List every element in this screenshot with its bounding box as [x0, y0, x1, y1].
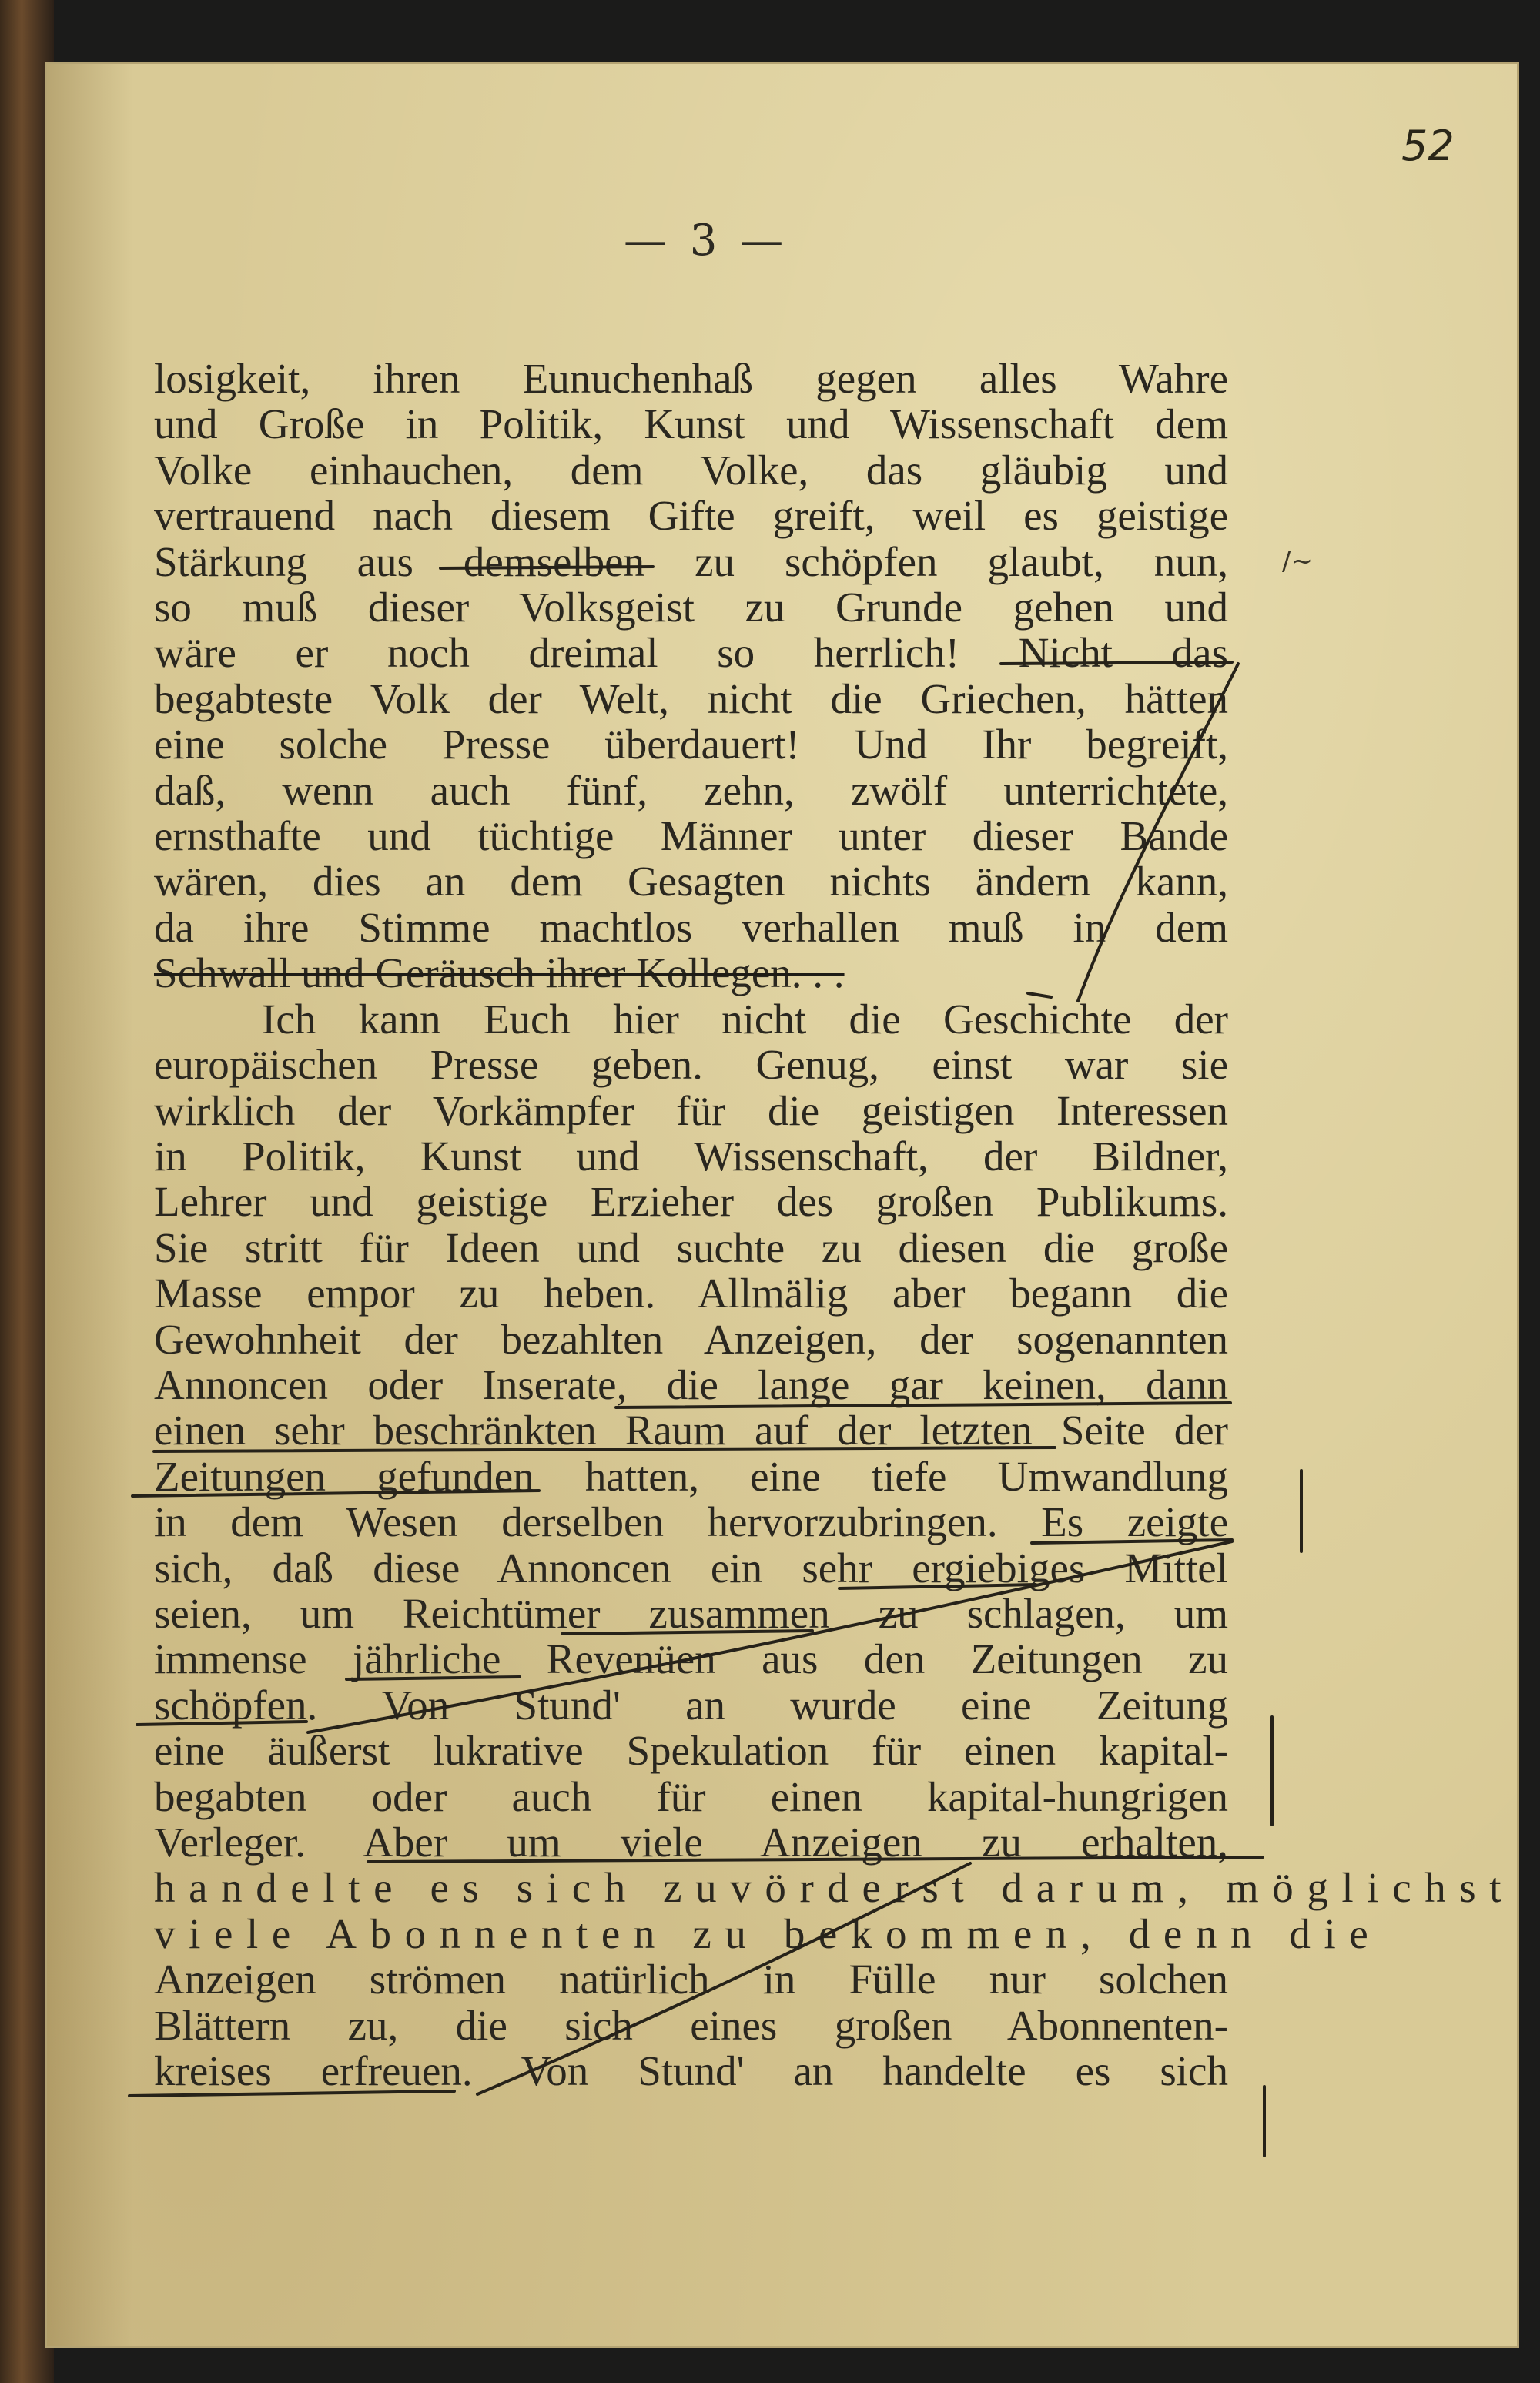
text-line: Volke einhauchen, dem Volke, das gläubig und	[154, 446, 1228, 494]
text-line: wären, dies an dem Gesagten nichts ändern kann,	[154, 858, 1228, 905]
text-line: da ihre Stimme machtlos verhallen muß in dem	[154, 903, 1228, 951]
text-line: Annoncen oder Inserate, die lange gar keinen, dann	[154, 1361, 1228, 1408]
page-number: — 3 —	[624, 216, 788, 266]
text-line: begabteste Volk der Welt, nicht die Griechen, hätten	[154, 674, 1228, 722]
text-line: handelte es sich zuvörderst darum, möglichst	[154, 1864, 1515, 1912]
text-line: vertrauend nach diesem Gifte greift, weil es geistige	[154, 492, 1228, 540]
text-line: europäischen Presse geben. Genug, einst war sie	[154, 1041, 1228, 1089]
text-line: daß, wenn auch fünf, zehn, zwölf unterrichtete,	[154, 766, 1228, 814]
text-line: ernsthafte und tüchtige Männer unter dieser Bande	[154, 812, 1228, 860]
text-line: Stärkung aus demselben zu schöpfen glaubt, nun,	[154, 537, 1228, 585]
text-line: Lehrer und geistige Erzieher des großen Publikums.	[154, 1178, 1228, 1226]
text-line: eine solche Presse überdauert! Und Ihr begreift,	[154, 721, 1228, 768]
text-line: wirklich der Vorkämpfer für die geistigen Interessen	[154, 1086, 1228, 1134]
text-line: seien, um Reichtümer zusammen zu schlagen, um	[154, 1589, 1228, 1637]
text-line: so muß dieser Volksgeist zu Grunde gehen und	[154, 584, 1228, 631]
text-line: Verleger. Aber um viele Anzeigen zu erhalten,	[154, 1819, 1228, 1866]
text-line: Sie stritt für Ideen und suchte zu diesen die große	[154, 1223, 1228, 1271]
struck-text-line: Schwall und Geräusch ihrer Kollegen. . .	[154, 949, 845, 997]
text-line: begabten oder auch für einen kapital-hungrigen	[154, 1772, 1228, 1820]
text-line: immense jährliche Revenüen aus den Zeitungen zu	[154, 1635, 1228, 1683]
text-line: Zeitungen gefunden hatten, eine tiefe Umwandlung	[154, 1452, 1228, 1500]
text-line: in Politik, Kunst und Wissenschaft, der Bildner,	[154, 1132, 1228, 1180]
text-line: schöpfen. Von Stund' an wurde eine Zeitung	[154, 1681, 1228, 1729]
text-line: viele Abonnenten zu bekommen, denn die	[154, 1909, 1382, 1957]
margin-note: /~	[1282, 546, 1313, 577]
text-line: Masse empor zu heben. Allmälig aber begann die	[154, 1270, 1228, 1317]
text-line: und Große in Politik, Kunst und Wissenschaft dem	[154, 400, 1228, 448]
text-line: Anzeigen strömen natürlich in Fülle nur solchen	[154, 1956, 1228, 2003]
text-line: wäre er noch dreimal so herrlich! Nicht das	[154, 629, 1228, 677]
text-line: in dem Wesen derselben hervorzubringen. Es zeigte	[154, 1498, 1228, 1546]
body-text	[154, 355, 1515, 2095]
text-line: sich, daß diese Annoncen ein sehr ergiebiges Mittel	[154, 1544, 1228, 1591]
text-line: Blättern zu, die sich eines großen Abonnenten-	[154, 2001, 1228, 2049]
text-line: einen sehr beschränkten Raum auf der letzten Seite der	[154, 1407, 1228, 1454]
text-line: Gewohnheit der bezahlten Anzeigen, der sogenannten	[154, 1315, 1228, 1363]
text-line: kreises erfreuen. Von Stund' an handelte es sich	[154, 2047, 1228, 2095]
text-line: eine äußerst lukrative Spekulation für einen kapital-	[154, 1727, 1228, 1775]
text-line: losigkeit, ihren Eunuchenhaß gegen alles Wahre	[154, 355, 1228, 402]
text-line: Ich kann Euch hier nicht die Geschichte der	[262, 995, 1228, 1043]
handwritten-folio-number: 52	[1401, 122, 1455, 170]
